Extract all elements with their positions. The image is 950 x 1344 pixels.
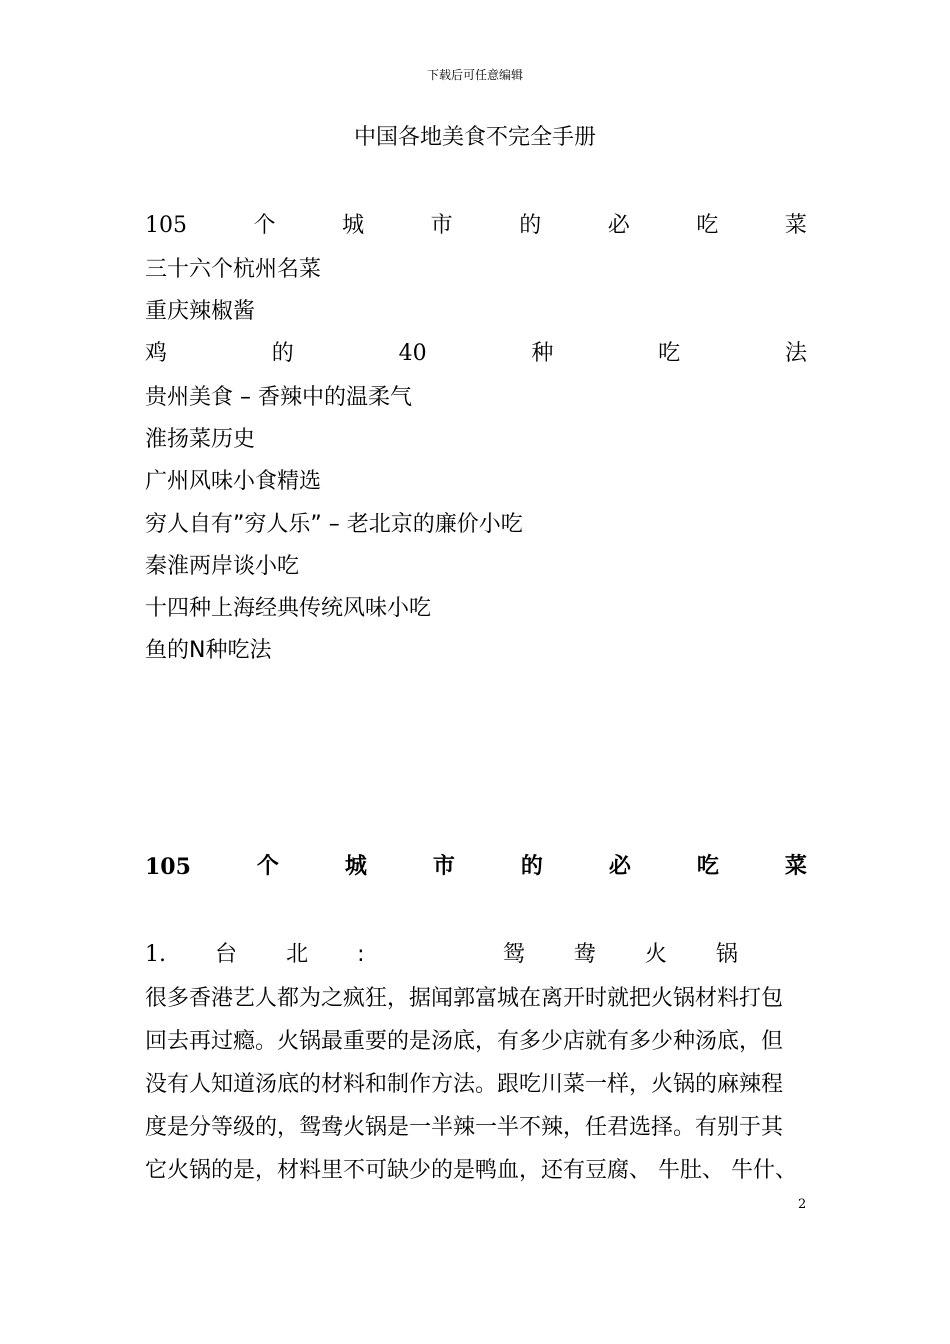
entry-word: 鸳 xyxy=(502,942,525,967)
heading-word: 吃 xyxy=(696,854,719,879)
heading-word: 个 xyxy=(256,854,279,879)
entry-word: 北 xyxy=(286,942,309,967)
toc-item-chongqing[interactable]: 重庆辣椒酱 xyxy=(145,299,256,324)
paragraph-line: 没有人知道汤底的材料和制作方法。跟吃川菜一样，火锅的麻辣程 xyxy=(145,1072,784,1097)
toc-item-guizhou[interactable]: 贵州美食 – 香辣中的温柔气 xyxy=(145,385,412,410)
paragraph-line: 很多香港艺人都为之疯狂，据闻郭富城在离开时就把火锅材料打包 xyxy=(145,986,784,1011)
toc-word: 法 xyxy=(784,341,807,366)
toc-word: 城 xyxy=(342,213,365,238)
toc-item-huaiyang[interactable]: 淮扬菜历史 xyxy=(145,427,256,452)
toc-word: 的 xyxy=(271,341,294,366)
toc-word: 个 xyxy=(253,213,276,238)
entry-word: 1. xyxy=(145,942,166,967)
entry-spacer xyxy=(414,941,454,969)
toc-word: 种 xyxy=(531,341,554,366)
toc-item-beijing[interactable]: 穷人自有”穷人乐” – 老北京的廉价小吃 xyxy=(145,512,523,537)
toc-word: 菜 xyxy=(784,213,807,238)
toc-item-qinhuai[interactable]: 秦淮两岸谈小吃 xyxy=(145,554,300,579)
toc-item-105-cities[interactable] xyxy=(145,212,807,240)
toc-item-fish[interactable]: 鱼的N种吃法 xyxy=(145,638,272,663)
toc-word: 吃 xyxy=(658,341,681,366)
entry-spacer xyxy=(787,941,807,969)
toc-item-shanghai[interactable]: 十四种上海经典传统风味小吃 xyxy=(145,596,432,621)
paragraph-line: 度是分等级的，鸳鸯火锅是一半辣一半不辣，任君选择。有别于其 xyxy=(145,1115,784,1140)
page-number: 2 xyxy=(798,1197,807,1212)
toc-item-guangzhou[interactable]: 广州风味小食精选 xyxy=(145,469,322,494)
toc-item-chicken[interactable] xyxy=(145,340,807,368)
heading-word: 城 xyxy=(344,854,367,879)
toc-word: 市 xyxy=(430,213,453,238)
paragraph-line: 它火锅的是，材料里不可缺少的是鸭血，还有豆腐、 牛肚、 牛什、 xyxy=(145,1158,797,1183)
document-title: 中国各地美食不完全手册 xyxy=(353,125,596,150)
heading-word: 的 xyxy=(520,854,543,879)
toc-word: 105 xyxy=(145,213,187,238)
entry-word: 台 xyxy=(215,942,238,967)
toc-word: 的 xyxy=(519,213,542,238)
header-note: 下载后可任意编辑 xyxy=(426,68,523,82)
heading-word: 必 xyxy=(608,854,631,879)
heading-word: 市 xyxy=(432,854,455,879)
heading-word: 105 xyxy=(145,854,191,880)
toc-word: 必 xyxy=(607,213,630,238)
toc-word: 吃 xyxy=(696,213,719,238)
toc-word: 40 xyxy=(398,341,427,366)
section-heading xyxy=(145,853,807,881)
heading-word: 菜 xyxy=(784,854,807,879)
entry-word: 锅 xyxy=(715,942,738,967)
toc-word: 鸡 xyxy=(145,341,168,366)
paragraph-line: 回去再过瘾。火锅最重要的是汤底，有多少店就有多少种汤底，但 xyxy=(145,1029,784,1054)
entry-word: 鸯 xyxy=(573,942,596,967)
entry-heading-taipei xyxy=(145,941,807,969)
entry-word: : xyxy=(357,942,365,967)
toc-item-hangzhou[interactable]: 三十六个杭州名菜 xyxy=(145,257,322,282)
entry-word: 火 xyxy=(644,942,667,967)
